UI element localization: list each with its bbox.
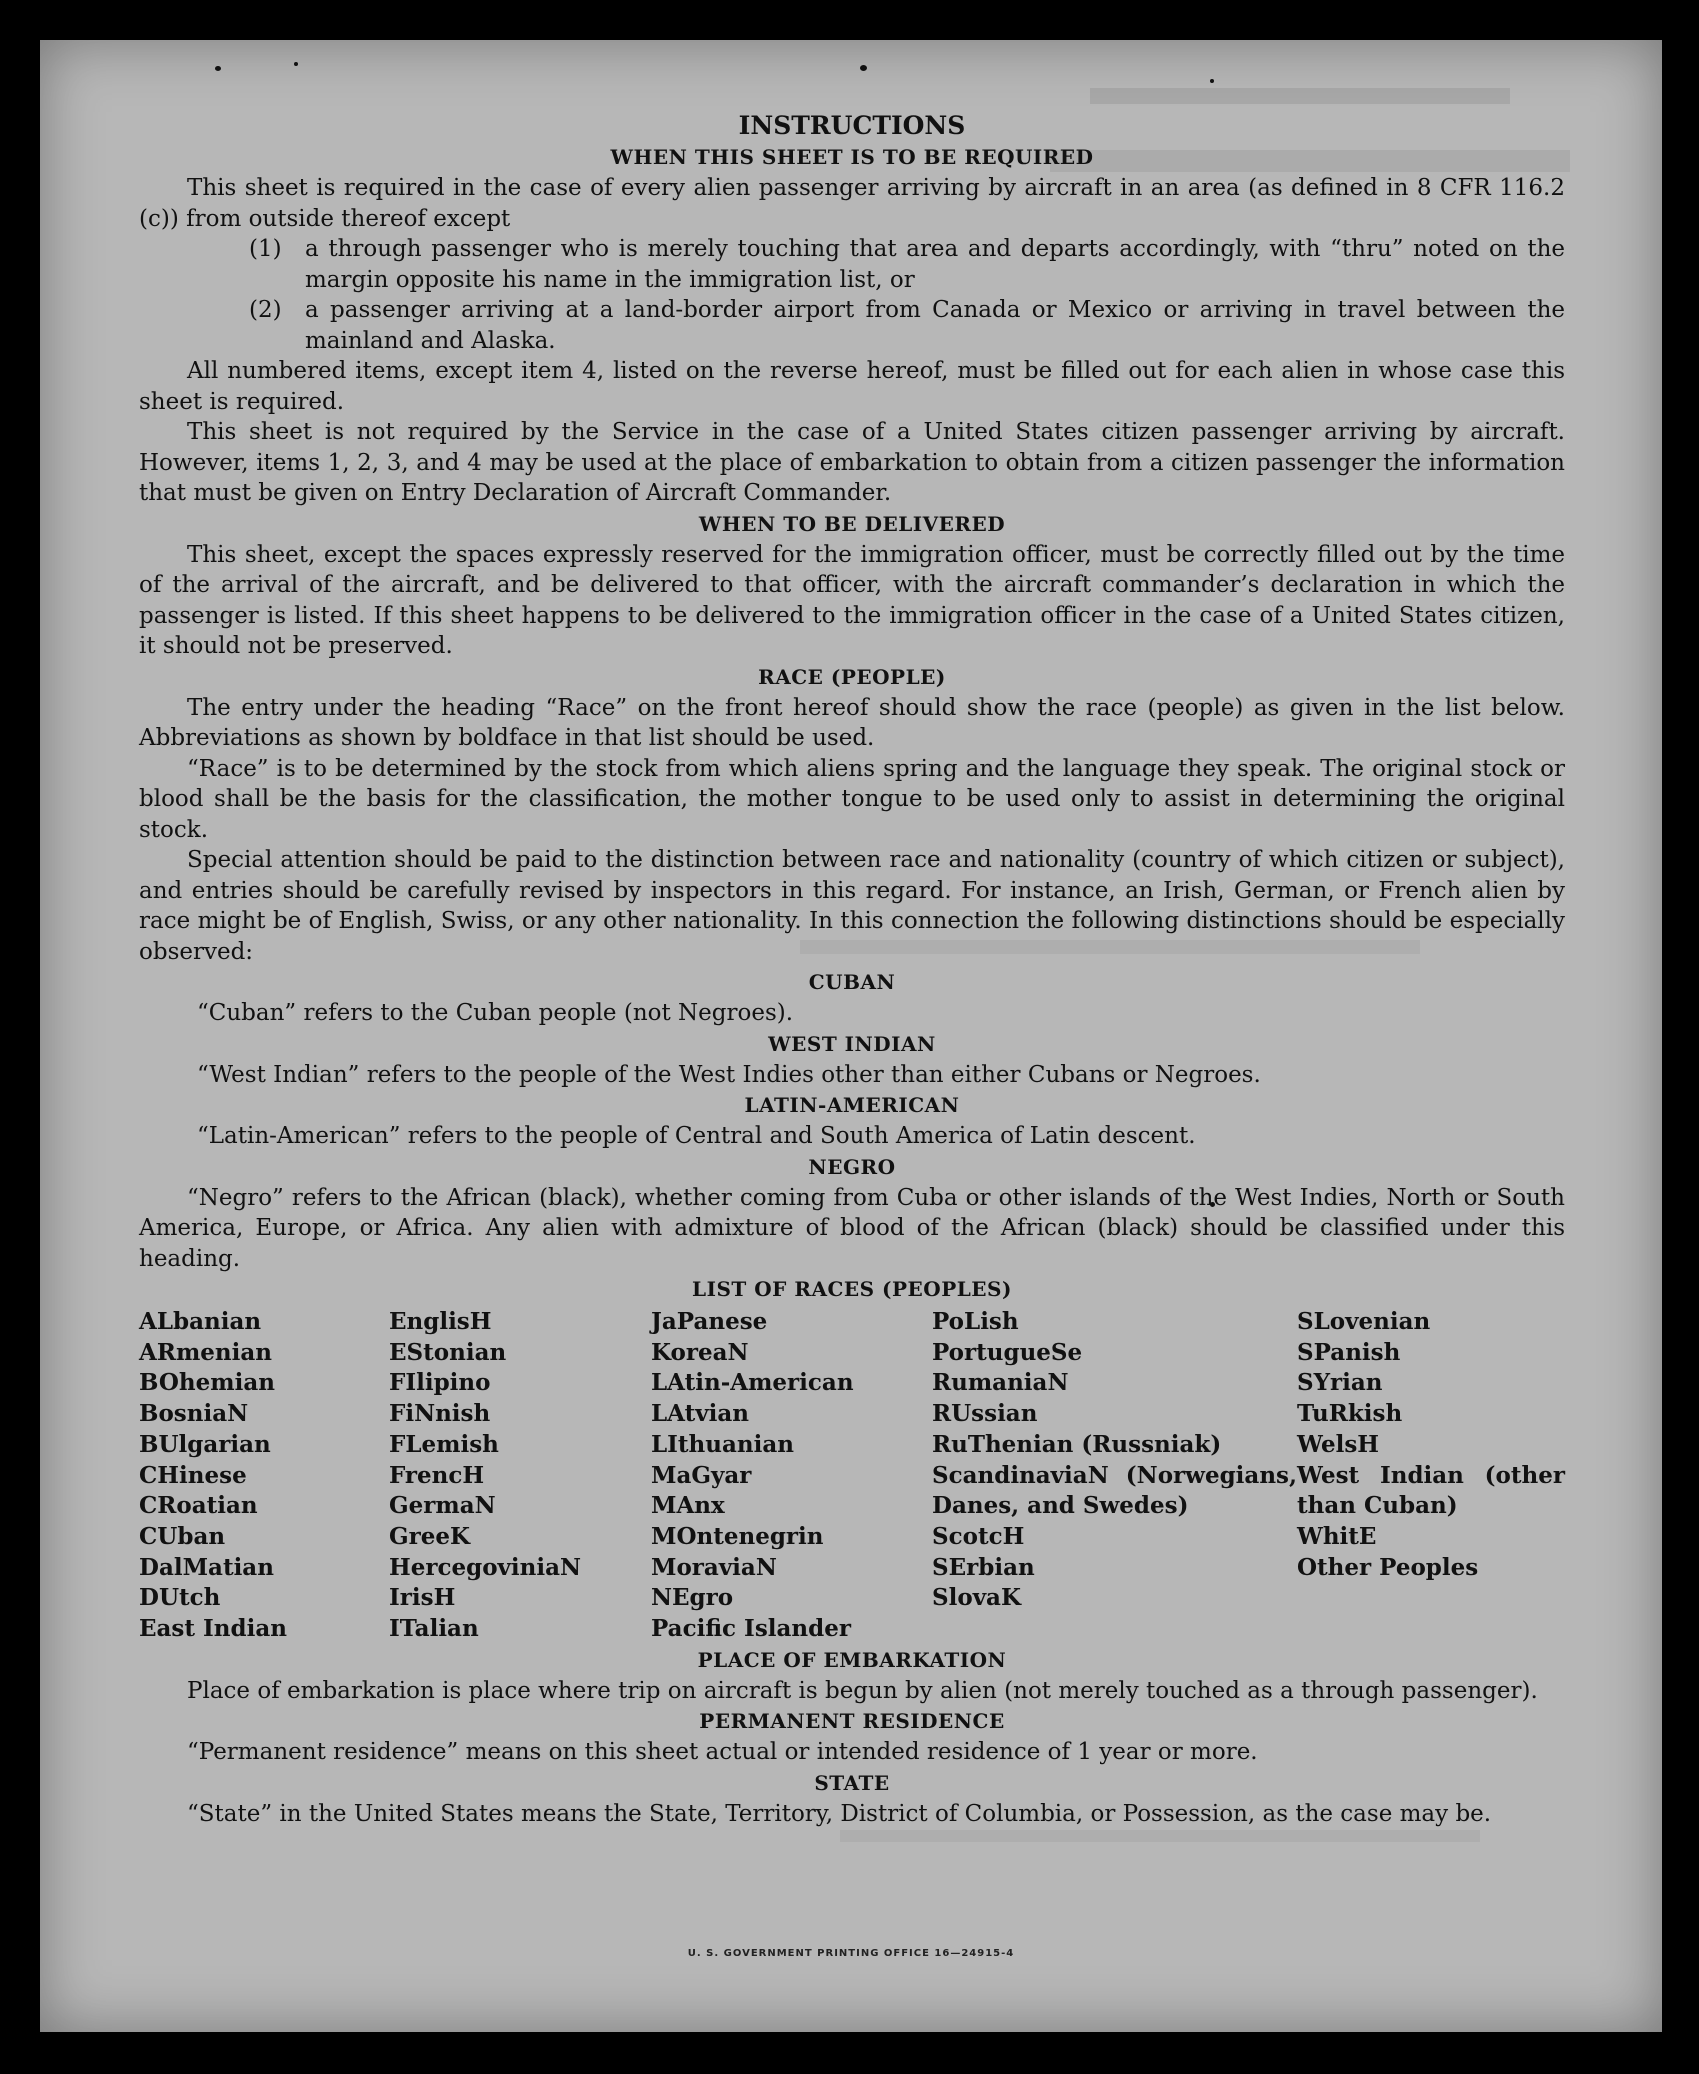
printer-imprint: U. S. GOVERNMENT PRINTING OFFICE 16—24915-4 — [687, 1948, 1015, 1959]
paragraph: Special attention should be paid to the distinction between race and nationality (country of which citizen or subject), and entries should be carefully revised by inspectors in this regard. For instance, an Irish, German, or French alien by race might be of English, Swiss, or any other nationality. In this connection the following distinctions should be especially observed: — [139, 847, 1565, 965]
race-entry: CRoatian — [139, 1492, 258, 1520]
race-entry: East Indian — [139, 1615, 287, 1643]
race-entry: DUtch — [139, 1584, 221, 1612]
ink-speck — [860, 65, 867, 71]
race-entry: Other Peoples — [1297, 1553, 1479, 1581]
race-entry: BUlgarian — [139, 1430, 271, 1458]
item-number: (2) — [249, 297, 282, 323]
document-page — [40, 40, 1662, 2032]
race-entry: SlovaK — [932, 1584, 1021, 1612]
race-entry: BOhemian — [139, 1369, 275, 1397]
heading-negro: NEGRO — [808, 1154, 896, 1179]
paragraph: “Permanent residence” means on this sheet actual or intended residence of 1 year or more. — [187, 1739, 1258, 1766]
heading-when-delivered: WHEN TO BE DELIVERED — [698, 511, 1006, 536]
race-entry: LAtin-American — [651, 1369, 854, 1397]
race-entry: PortugueSe — [932, 1338, 1083, 1366]
paragraph: The entry under the heading “Race” on the front hereof should show the race (people) as given in the list below. Abbreviations as shown by boldface in that list should be used. — [139, 694, 1565, 751]
race-entry: CUban — [139, 1522, 226, 1550]
heading-latin-american: LATIN-AMERICAN — [744, 1093, 960, 1117]
race-entry: ScotcH — [932, 1522, 1025, 1550]
race-entry: DalMatian — [139, 1553, 274, 1581]
race-entry: EStonian — [389, 1338, 507, 1366]
bleed-through-band — [840, 1830, 1480, 1842]
page-title: INSTRUCTIONS — [738, 111, 966, 140]
paragraph: Place of embarkation is place where trip on aircraft is begun by alien (not merely touched as a through passenger). — [187, 1677, 1538, 1704]
races-column — [139, 1307, 389, 1645]
heading-list-of-races: LIST OF RACES (PEOPLES) — [692, 1277, 1012, 1301]
race-entry: MOntenegrin — [651, 1522, 824, 1550]
paragraph: This sheet is not required by the Service in the case of a United States citizen passenger arriving by aircraft. However, items 1, 2, 3, and 4 may be used at the place of embarkation to obtain from a citizen passenger the information that must be given on Entry Declaration of Aircraft Commander. — [139, 419, 1565, 506]
race-entry: ALbanian — [139, 1308, 262, 1335]
races-column — [651, 1307, 932, 1645]
race-entry: FIlipino — [389, 1369, 491, 1397]
race-entry: Pacific Islander — [651, 1615, 851, 1643]
paragraph: This sheet, except the spaces expressly reserved for the immigration officer, must be correctly filled out by the time of the arrival of the aircraft, and be delivered to that officer, with the aircraft commander’s declaration in which the passenger is listed. If this sheet happens to be delivered to the immigration officer in the case of a United States citizen, it should not be preserved. — [139, 541, 1565, 659]
race-entry: TuRkish — [1297, 1400, 1403, 1428]
instructions-body — [139, 110, 1565, 1829]
race-entry: SYrian — [1297, 1369, 1383, 1397]
heading-race: RACE (PEOPLE) — [758, 664, 946, 689]
race-entry: ARmenian — [139, 1338, 273, 1366]
item-number: (1) — [249, 236, 282, 262]
race-entry: ITalian — [389, 1615, 479, 1643]
bleed-through-band — [1090, 88, 1510, 104]
paragraph: “Cuban” refers to the Cuban people (not Negroes). — [197, 1000, 794, 1026]
race-entry: HercegoviniaN — [389, 1553, 582, 1581]
race-entry: LIthuanian — [651, 1430, 794, 1458]
race-entry: IrisH — [389, 1584, 456, 1612]
race-entry: SLovenian — [1297, 1308, 1431, 1335]
race-entry: WelsH — [1297, 1430, 1380, 1458]
races-list — [139, 1307, 1565, 1645]
paragraph: “Negro” refers to the African (black), whether coming from Cuba or other islands of the West Indies, North or South America, Europe, or Africa. Any alien with admixture of blood of the African (black) should be classified under this heading. — [139, 1184, 1565, 1272]
race-entry: SPanish — [1297, 1338, 1401, 1366]
race-entry: EnglisH — [389, 1308, 492, 1335]
race-entry: FLemish — [389, 1430, 499, 1458]
exception-item — [139, 234, 1565, 295]
race-entry: RumaniaN — [932, 1369, 1069, 1397]
races-column — [932, 1307, 1297, 1645]
race-entry: ScandinaviaN (Norwegians, Danes, and Swedes) — [932, 1461, 1297, 1520]
race-entry: CHinese — [139, 1461, 247, 1489]
ink-speck — [294, 62, 298, 66]
ink-speck — [1210, 79, 1214, 83]
heading-state: STATE — [814, 1770, 890, 1795]
race-entry: GreeK — [389, 1522, 471, 1550]
race-entry: PoLish — [932, 1308, 1019, 1335]
ink-speck — [215, 66, 221, 71]
race-entry: MaGyar — [651, 1461, 752, 1489]
race-entry: FiNnish — [389, 1400, 491, 1428]
race-entry: WhitE — [1297, 1522, 1377, 1550]
race-entry: LAtvian — [651, 1400, 749, 1428]
race-entry: West Indian (other than Cuban) — [1297, 1461, 1565, 1520]
heading-west-indian: WEST INDIAN — [768, 1031, 936, 1056]
paragraph: All numbered items, except item 4, listed on the reverse hereof, must be filled out for each alien in whose case this sheet is required. — [139, 358, 1565, 415]
race-entry: KoreaN — [651, 1338, 749, 1366]
races-column — [1297, 1307, 1565, 1645]
race-entry: RuThenian (Russniak) — [932, 1430, 1222, 1458]
race-entry: MAnx — [651, 1492, 725, 1520]
paragraph: “State” in the United States means the State, Territory, District of Columbia, or Possession, as the case may be. — [187, 1800, 1492, 1827]
item-text: a passenger arriving at a land-border airport from Canada or Mexico or arriving in travel between the mainland and Alaska. — [305, 297, 1565, 354]
race-entry: GermaN — [389, 1492, 496, 1520]
race-entry: SErbian — [932, 1553, 1035, 1581]
race-entry: MoraviaN — [651, 1553, 777, 1581]
item-text: a through passenger who is merely touching that area and departs accordingly, with “thru” noted on the margin opposite his name in the immigration list, or — [305, 236, 1565, 293]
races-column — [389, 1307, 651, 1645]
race-entry: RUssian — [932, 1400, 1038, 1428]
heading-permanent-residence: PERMANENT RESIDENCE — [699, 1709, 1005, 1734]
paragraph: “West Indian” refers to the people of the West Indies other than either Cubans or Negroes. — [197, 1061, 1261, 1088]
heading-place-of-embarkation: PLACE OF EMBARKATION — [697, 1647, 1007, 1672]
race-entry: BosniaN — [139, 1400, 249, 1428]
race-entry: FrencH — [389, 1461, 485, 1489]
paragraph: This sheet is required in the case of every alien passenger arriving by aircraft in an area (as defined in 8 CFR 116.2 (c)) from outside thereof except — [139, 175, 1565, 232]
paragraph: “Race” is to be determined by the stock from which aliens spring and the language they speak. The original stock or blood shall be the basis for the classification, the mother tongue to be used only to assist in determining the original stock. — [139, 755, 1565, 843]
race-entry: JaPanese — [651, 1308, 768, 1335]
exception-item — [139, 295, 1565, 356]
heading-when-required: WHEN THIS SHEET IS TO BE REQUIRED — [610, 145, 1094, 169]
paragraph: “Latin-American” refers to the people of Central and South America of Latin descent. — [197, 1123, 1196, 1149]
heading-cuban: CUBAN — [808, 970, 896, 994]
race-entry: NEgro — [651, 1584, 734, 1612]
